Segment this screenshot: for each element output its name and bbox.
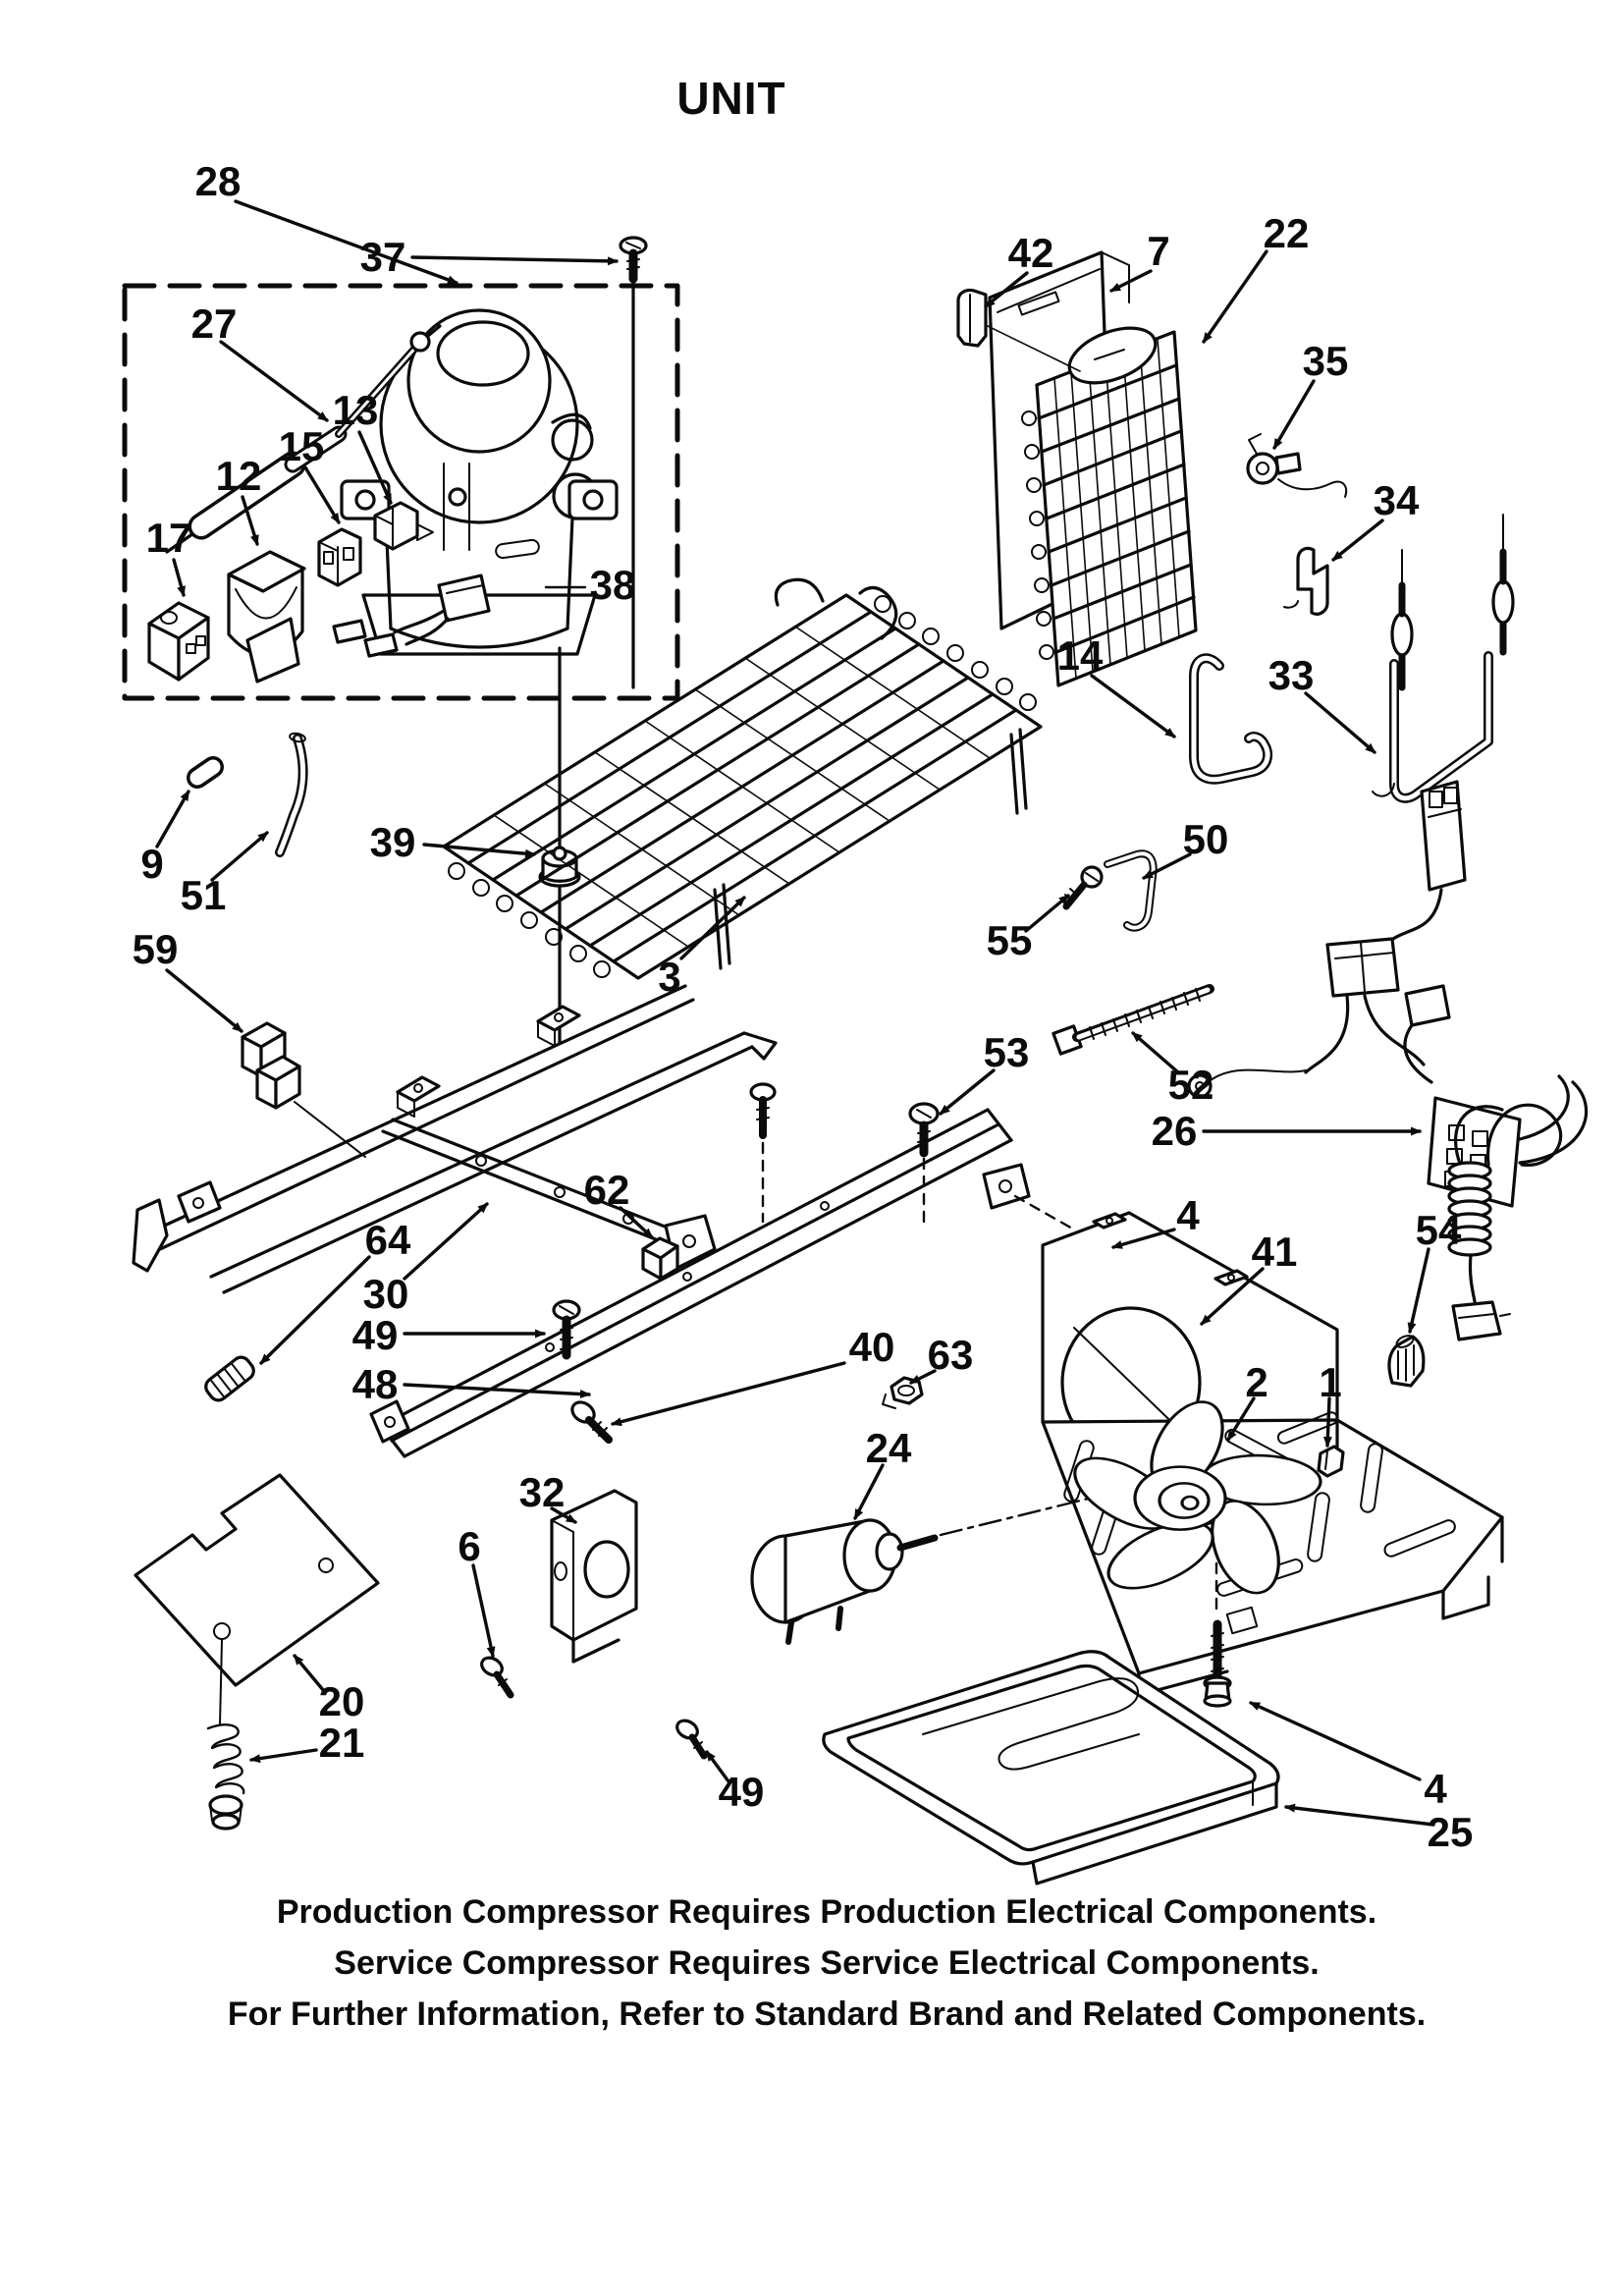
callout-7: 7 (1147, 228, 1170, 274)
mount-clip-59 (243, 1023, 365, 1157)
callout-35: 35 (1302, 338, 1349, 384)
sleeve-9 (197, 767, 213, 778)
callout-42: 42 (1007, 230, 1054, 276)
overload-17 (149, 603, 208, 680)
callout-49a: 49 (351, 1312, 399, 1358)
wire-nut-54 (1389, 1334, 1424, 1386)
callout-4a: 4 (1176, 1192, 1200, 1238)
relay-15 (319, 529, 360, 585)
callout-20: 20 (318, 1678, 365, 1724)
callout-64: 64 (364, 1217, 411, 1263)
callout-3: 3 (658, 954, 681, 1000)
callout-27: 27 (190, 301, 238, 347)
note-line-1: Production Compressor Requires Production Electrical Components. (276, 1893, 1377, 1931)
callout-55: 55 (986, 917, 1033, 963)
grommet-spring-21 (208, 1724, 243, 1829)
fan-shroud-41 (1043, 1213, 1502, 1695)
callout-14: 14 (1056, 632, 1104, 679)
callout-41: 41 (1251, 1229, 1298, 1275)
blade-clip-1 (1319, 1447, 1343, 1476)
callout-52: 52 (1167, 1062, 1214, 1108)
callout-51: 51 (180, 872, 227, 918)
callout-2: 2 (1245, 1359, 1268, 1405)
callout-62: 62 (583, 1167, 630, 1213)
callout-21: 21 (318, 1720, 365, 1766)
callout-13: 13 (332, 387, 379, 433)
callout-40: 40 (848, 1324, 895, 1370)
screw-49b (674, 1718, 704, 1756)
callout-25: 25 (1427, 1809, 1474, 1855)
callout-32: 32 (518, 1469, 566, 1515)
start-relay-12 (229, 552, 304, 682)
callout-24: 24 (865, 1425, 912, 1471)
callout-30: 30 (362, 1271, 409, 1317)
callout-4b: 4 (1424, 1766, 1447, 1812)
callout-1: 1 (1319, 1359, 1342, 1405)
pressure-switch-35 (1248, 434, 1346, 497)
process-tubes-33 (1373, 515, 1513, 798)
callout-28: 28 (194, 158, 242, 204)
note-line-2: Service Compressor Requires Service Electrical Components. (334, 1944, 1320, 1982)
callout-50: 50 (1182, 816, 1229, 862)
callout-12: 12 (215, 453, 262, 499)
callout-22: 22 (1263, 210, 1310, 256)
callout-9: 9 (140, 841, 164, 887)
callout-26: 26 (1151, 1108, 1198, 1154)
callout-15: 15 (278, 423, 325, 469)
wire-harness-26 (1189, 782, 1587, 1206)
screw-6 (478, 1655, 511, 1695)
callout-59: 59 (132, 926, 179, 972)
screw-37 (620, 238, 646, 687)
callout-34: 34 (1373, 477, 1420, 523)
callout-53: 53 (983, 1029, 1030, 1075)
callout-38: 38 (589, 562, 636, 608)
rail-screw-hidden (751, 1084, 775, 1222)
screw-49a (554, 1301, 579, 1355)
terminal-clip-13 (375, 503, 433, 549)
callout-6: 6 (458, 1523, 481, 1569)
callout-48: 48 (351, 1361, 399, 1407)
screw-40 (568, 1398, 609, 1440)
callout-54: 54 (1415, 1207, 1462, 1253)
fan-motor-24 (752, 1520, 935, 1642)
callout-49b: 49 (718, 1769, 765, 1815)
callout-39: 39 (369, 819, 416, 865)
spring-spacer-64 (202, 1354, 257, 1404)
callout-63: 63 (927, 1332, 974, 1378)
drain-hose-51 (280, 732, 306, 852)
callout-33: 33 (1267, 652, 1315, 698)
callout-17: 17 (145, 515, 192, 561)
cable-tie-52 (1053, 989, 1210, 1054)
tube-clamp-34 (1284, 548, 1327, 614)
hex-nut-63 (883, 1378, 922, 1408)
page-title: UNIT (676, 73, 786, 124)
wire-bracket-50 (1107, 853, 1154, 927)
note-line-3: For Further Information, Refer to Standard Brand and Related Components. (227, 1995, 1427, 2033)
screw-55 (1065, 867, 1102, 906)
suction-tube-14 (1194, 658, 1267, 779)
callout-37: 37 (359, 234, 406, 280)
